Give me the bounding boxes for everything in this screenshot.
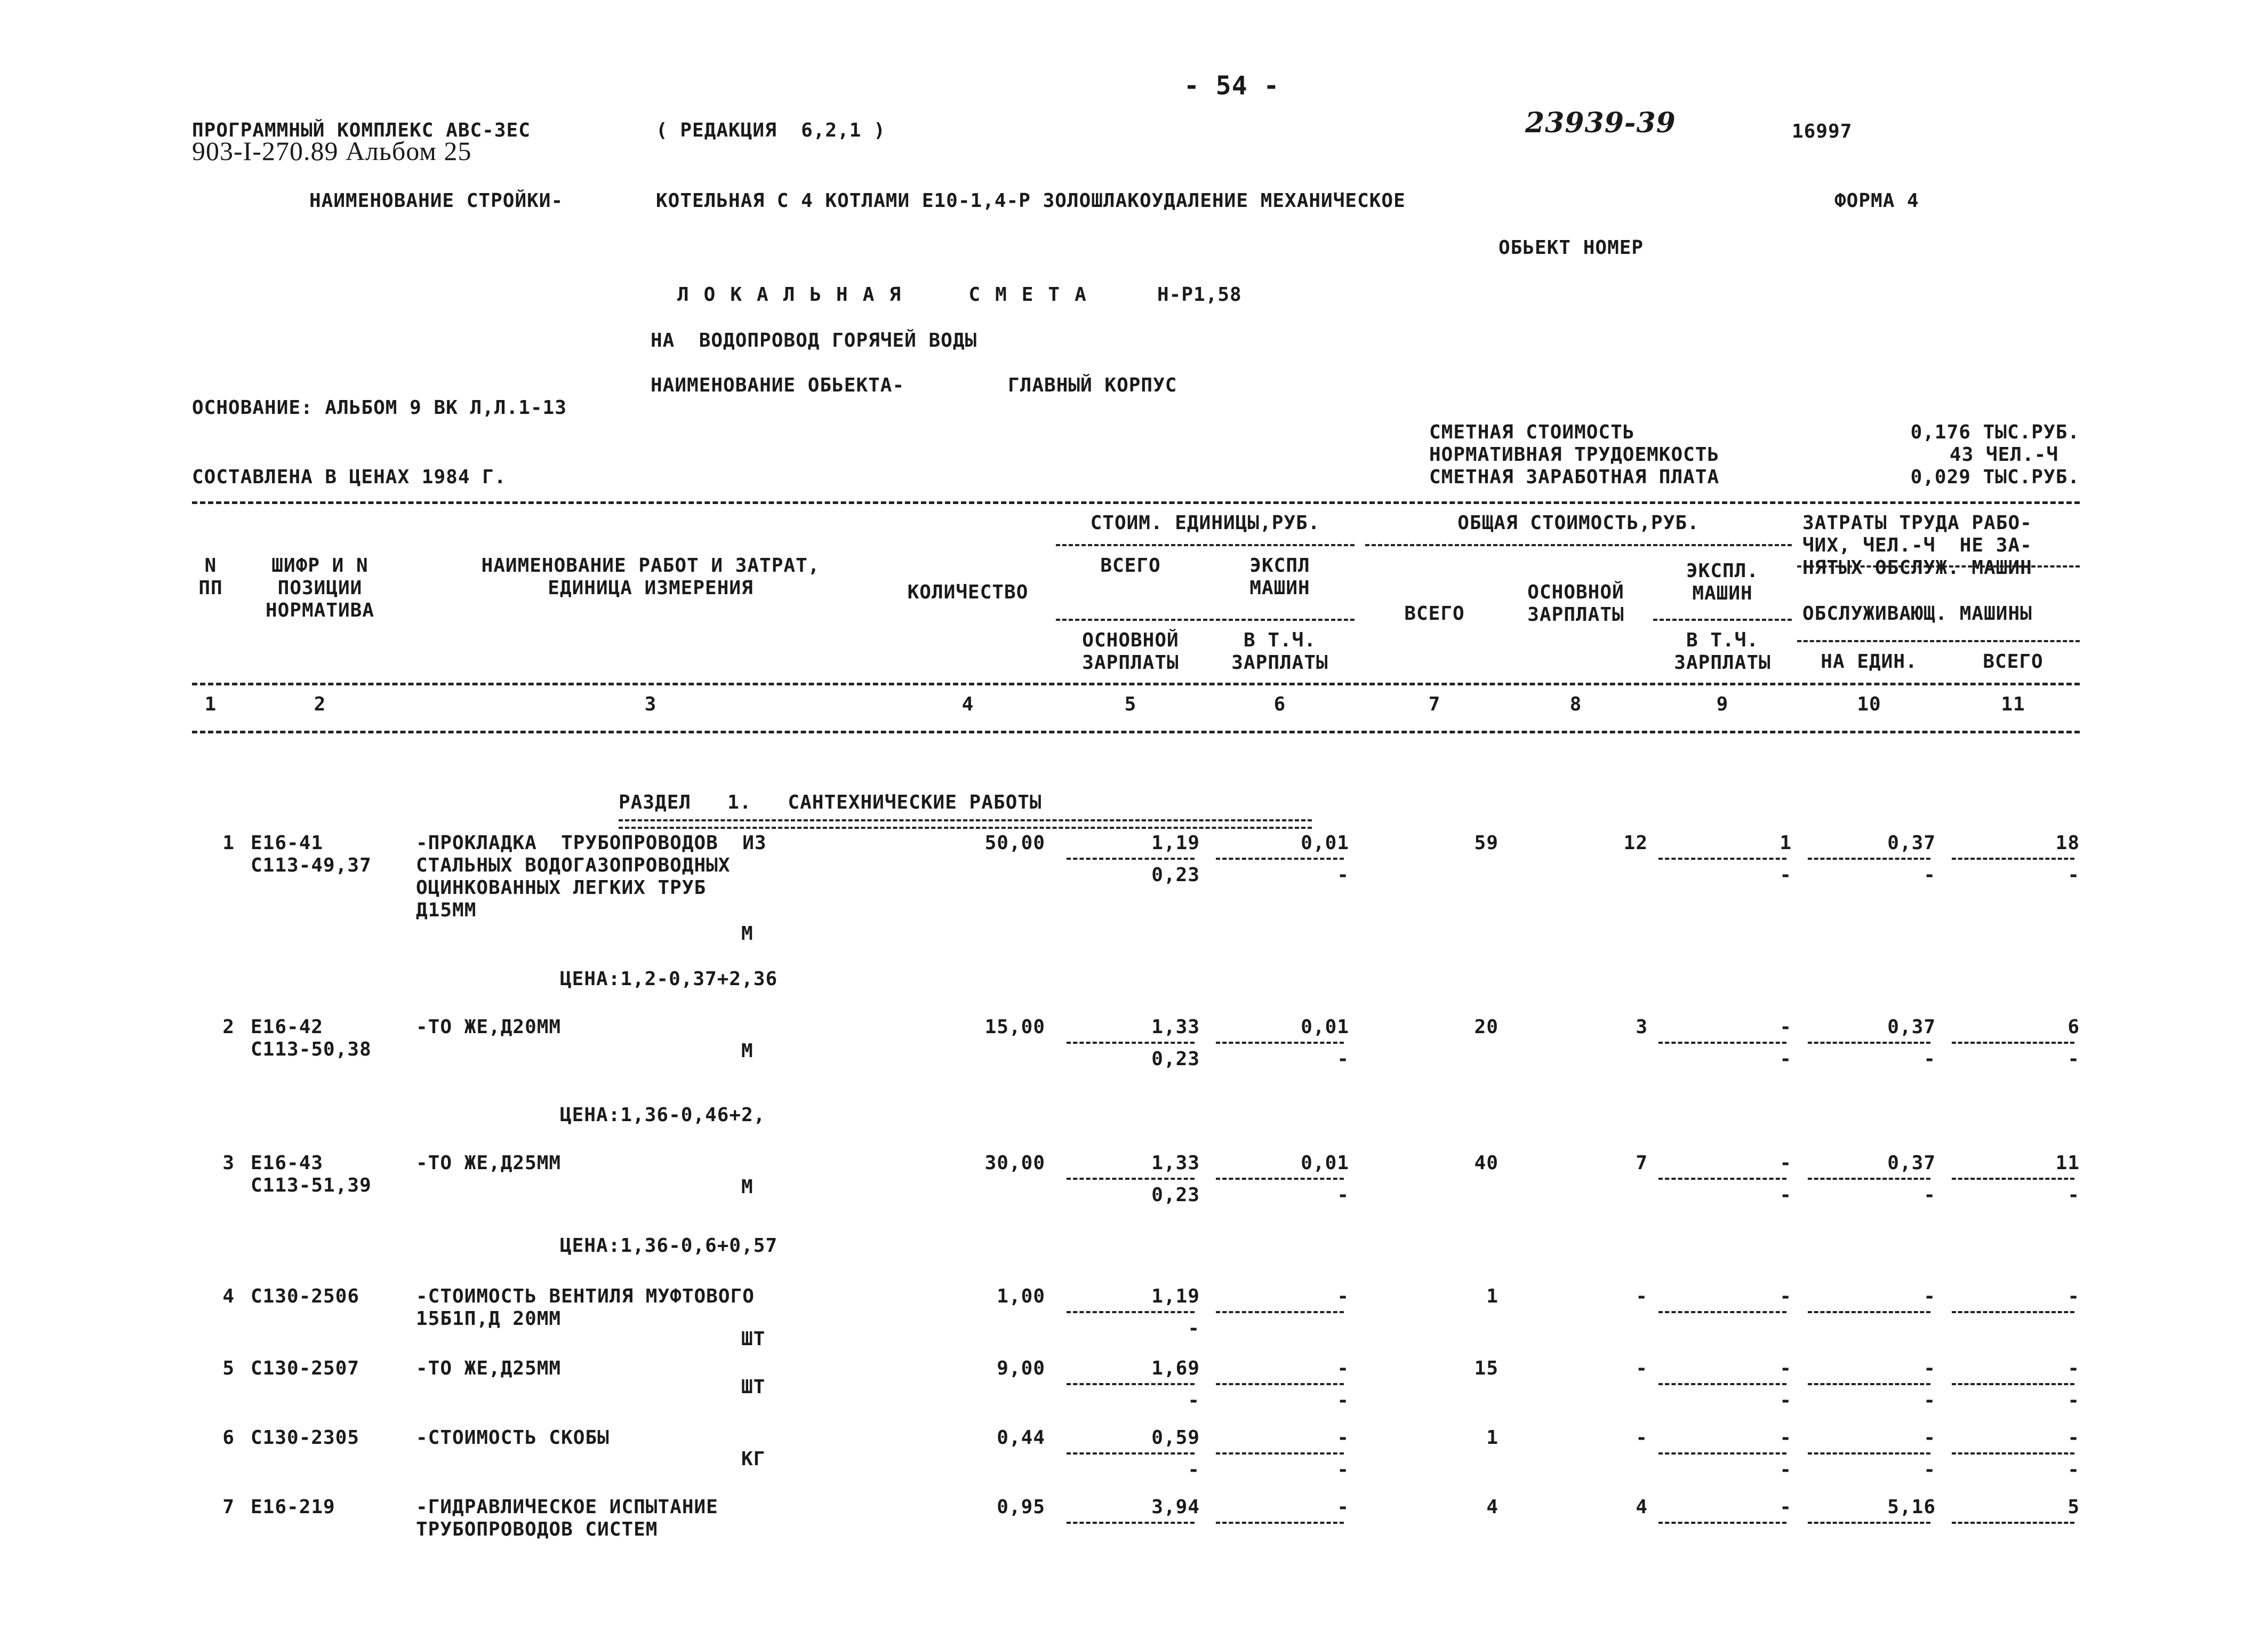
col-header-total-cost: ОБЩАЯ СТОИМОСТЬ,РУБ. [1457, 512, 1700, 534]
row-code: С130-2506 [251, 1285, 360, 1307]
row-c11b: - [2067, 1389, 2080, 1411]
row-c9-rule [1658, 1452, 1786, 1455]
row-c6: - [1337, 1496, 1349, 1518]
estimate-subject: НА ВОДОПРОВОД ГОРЯЧЕЙ ВОДЫ [651, 330, 977, 351]
row-c9-rule [1658, 858, 1786, 860]
row-c8: 3 [1636, 1016, 1648, 1038]
row-c9b: - [1780, 1184, 1792, 1206]
row-c6-rule [1216, 1452, 1344, 1455]
row-c10-rule [1808, 1522, 1930, 1524]
col-header-unit-cost: СТОИМ. ЕДИНИЦЫ,РУБ. [1090, 512, 1320, 534]
column-number-10: 10 [1857, 693, 1881, 715]
row-c6-rule [1216, 1311, 1344, 1313]
row-c7: 40 [1474, 1152, 1498, 1174]
row-c5b: 0,23 [1151, 864, 1200, 886]
row-c10b: - [1924, 1389, 1936, 1411]
row-qty: 9,00 [997, 1357, 1045, 1379]
header-bottom-rule [192, 683, 2080, 685]
row-unit: КГ [741, 1448, 766, 1470]
row-number: 7 [222, 1496, 235, 1518]
row-number: 4 [222, 1285, 235, 1307]
header-rule-labor-2 [1797, 640, 2080, 642]
row-qty: 0,95 [997, 1496, 1045, 1518]
row-name: -ТО ЖЕ,Д25ММ [416, 1357, 562, 1379]
row-c6: 0,01 [1301, 832, 1349, 854]
row-c10: 0,37 [1887, 832, 1936, 854]
col-header-total: ВСЕГО [1404, 603, 1465, 625]
row-price-formula: ЦЕНА:1,36-0,6+0,57 [560, 1235, 778, 1257]
row-c7: 20 [1474, 1016, 1498, 1038]
row-unit: М [741, 923, 754, 945]
summary-value-wage: 0,029 ТЫС.РУБ. [1910, 466, 2080, 488]
col-header-total-machines: ЭКСПЛ. МАШИН [1686, 560, 1759, 604]
row-name: -СТОИМОСТЬ СКОБЫ [416, 1427, 610, 1449]
row-name: -ТО ЖЕ,Д25ММ [416, 1152, 562, 1174]
col-header-unit-machines: ЭКСПЛ МАШИН [1249, 555, 1310, 599]
section-underline [619, 819, 1312, 829]
column-number-8: 8 [1569, 693, 1582, 715]
handwritten-number: 23939-39 [1525, 107, 1676, 139]
row-c6: - [1337, 1285, 1349, 1307]
row-c11-rule [1952, 1178, 2074, 1180]
row-c5-rule [1067, 1452, 1195, 1455]
row-c10-rule [1808, 1042, 1930, 1044]
page-number: - 54 - [1184, 71, 1280, 101]
row-c11b: - [2067, 1048, 2080, 1070]
row-c11: - [2067, 1427, 2080, 1449]
form-label: ФОРМА 4 [1834, 190, 1919, 212]
col-header-quantity: КОЛИЧЕСТВО [907, 581, 1029, 603]
col-header-name: НАИМЕНОВАНИЕ РАБОТ И ЗАТРАТ, ЕДИНИЦА ИЗМЕРЕНИЯ [481, 555, 820, 599]
row-c6-rule [1216, 1522, 1344, 1524]
row-c7: 1 [1486, 1427, 1498, 1449]
summary-label-labor: НОРМАТИВНАЯ ТРУДОЕМКОСТЬ [1429, 444, 1720, 466]
row-price-formula: ЦЕНА:1,2-0,37+2,36 [560, 968, 778, 990]
row-c5: 1,19 [1151, 1285, 1200, 1307]
row-c5-rule [1067, 1178, 1195, 1180]
column-number-11: 11 [2001, 693, 2025, 715]
row-unit: ШТ [741, 1328, 766, 1350]
row-c9b: - [1780, 864, 1792, 886]
row-c9b: - [1780, 1459, 1792, 1481]
col-header-unit-machine-wage: В Т.Ч. ЗАРПЛАТЫ [1231, 629, 1328, 674]
col-header-labor: ЗАТРАТЫ ТРУДА РАБО- ЧИХ, ЧЕЛ.-Ч НЕ ЗА- НЯТЫХ ОБСЛУЖ. МАШИН [1802, 512, 2032, 579]
col-header-n: N ПП [198, 555, 223, 599]
row-c6-rule [1216, 858, 1344, 860]
row-c5b: 0,23 [1151, 1048, 1200, 1070]
row-code: Е16-43 С113-51,39 [251, 1152, 372, 1196]
column-number-7: 7 [1428, 693, 1441, 715]
col-header-labor-total: ВСЕГО [1983, 651, 2043, 673]
row-c10b: - [1924, 1048, 1936, 1070]
row-c9: - [1780, 1427, 1792, 1449]
row-c8: - [1636, 1357, 1648, 1379]
row-c10: 0,37 [1887, 1152, 1936, 1174]
row-c10b: - [1924, 864, 1936, 886]
row-c10-rule [1808, 1311, 1930, 1313]
col-header-labor-machines: ОБСЛУЖИВАЮЩ. МАШИНЫ [1802, 603, 2032, 625]
row-c10: - [1924, 1357, 1936, 1379]
row-c11: 18 [2055, 832, 2080, 854]
row-c6-rule [1216, 1042, 1344, 1044]
row-c5-rule [1067, 1522, 1195, 1524]
row-qty: 0,44 [997, 1427, 1045, 1449]
column-number-4: 4 [961, 693, 974, 715]
summary-value-cost: 0,176 ТЫС.РУБ. [1910, 421, 2080, 443]
row-c9-rule [1658, 1178, 1786, 1180]
row-c11-rule [1952, 858, 2074, 860]
estimate-basis: ОСНОВАНИЕ: АЛЬБОМ 9 ВК Л,Л.1-13 [192, 397, 567, 419]
row-c5: 1,69 [1151, 1357, 1200, 1379]
row-c9-rule [1658, 1311, 1786, 1313]
row-c5b: - [1188, 1317, 1200, 1339]
row-number: 2 [222, 1016, 235, 1038]
row-unit: ШТ [741, 1376, 766, 1398]
row-c10: 5,16 [1887, 1496, 1936, 1518]
row-c6b: - [1337, 1184, 1349, 1206]
row-c10b: - [1924, 1184, 1936, 1206]
row-c9: - [1780, 1285, 1792, 1307]
row-c10: 0,37 [1887, 1016, 1936, 1038]
row-c11-rule [1952, 1042, 2074, 1044]
row-c6b: - [1337, 1389, 1349, 1411]
row-c6-rule [1216, 1383, 1344, 1385]
row-c8: 7 [1636, 1152, 1648, 1174]
row-c5-rule [1067, 1311, 1195, 1313]
col-header-code: ШИФР И N ПОЗИЦИИ НОРМАТИВА [265, 555, 375, 621]
construction-label: НАИМЕНОВАНИЕ СТРОЙКИ- [309, 190, 564, 212]
row-c8: 4 [1636, 1496, 1648, 1518]
row-c11b: - [2067, 1459, 2080, 1481]
row-c5-rule [1067, 1383, 1195, 1385]
row-c5-rule [1067, 858, 1195, 860]
row-c9b: - [1780, 1048, 1792, 1070]
row-c8: - [1636, 1427, 1648, 1449]
row-code: С130-2305 [251, 1427, 360, 1449]
program-title: ПРОГРАММНЫЙ КОМПЛЕКС АВС-3ЕС [192, 119, 531, 141]
column-number-3: 3 [644, 693, 657, 715]
row-c9: - [1780, 1357, 1792, 1379]
row-c9: - [1780, 1016, 1792, 1038]
row-c10-rule [1808, 1383, 1930, 1385]
row-c9-rule [1658, 1042, 1786, 1044]
row-c9-rule [1658, 1383, 1786, 1385]
column-number-1: 1 [204, 693, 217, 715]
column-number-2: 2 [314, 693, 326, 715]
row-c11: - [2067, 1285, 2080, 1307]
row-c5b: 0,23 [1151, 1184, 1200, 1206]
row-c5: 1,33 [1151, 1016, 1200, 1038]
construction-name: КОТЕЛЬНАЯ С 4 КОТЛАМИ Е10-1,4-Р ЗОЛОШЛАКОУДАЛЕНИЕ МЕХАНИЧЕСКОЕ [656, 190, 1406, 212]
row-c10-rule [1808, 1178, 1930, 1180]
section-title: РАЗДЕЛ 1. САНТЕХНИЧЕСКИЕ РАБОТЫ [619, 792, 1042, 813]
row-c11b: - [2067, 864, 2080, 886]
column-number-6: 6 [1273, 693, 1286, 715]
column-number-5: 5 [1124, 693, 1137, 715]
row-c5b: - [1188, 1459, 1200, 1481]
document-code: 16997 [1792, 121, 1853, 142]
object-name: ГЛАВНЫЙ КОРПУС [1008, 374, 1177, 396]
row-c5: 1,33 [1151, 1152, 1200, 1174]
row-c11-rule [1952, 1522, 2074, 1524]
header-rule-total-cost [1365, 544, 1792, 546]
row-c5: 0,59 [1151, 1427, 1200, 1449]
header-rule-machines [1653, 619, 1792, 621]
row-c6-rule [1216, 1178, 1344, 1180]
row-qty: 30,00 [984, 1152, 1045, 1174]
row-c7: 4 [1486, 1496, 1498, 1518]
row-name: -ПРОКЛАДКА ТРУБОПРОВОДОВ ИЗ СТАЛЬНЫХ ВОДОГАЗОПРОВОДНЫХ ОЦИНКОВАННЫХ ЛЕГКИХ ТРУБ Д15ММ [416, 832, 767, 921]
row-qty: 1,00 [997, 1285, 1045, 1307]
row-c11: 11 [2055, 1152, 2080, 1174]
row-c11b: - [2067, 1184, 2080, 1206]
summary-label-wage: СМЕТНАЯ ЗАРАБОТНАЯ ПЛАТА [1429, 466, 1720, 488]
row-c11-rule [1952, 1383, 2074, 1385]
row-c11: 5 [2067, 1496, 2080, 1518]
row-c10b: - [1924, 1459, 1936, 1481]
col-header-labor-unit: НА ЕДИН. [1821, 651, 1918, 673]
row-c6b: - [1337, 1459, 1349, 1481]
row-c11-rule [1952, 1452, 2074, 1455]
column-number-9: 9 [1716, 693, 1729, 715]
row-c11: - [2067, 1357, 2080, 1379]
row-c8: - [1636, 1285, 1648, 1307]
row-c10-rule [1808, 858, 1930, 860]
row-c9: - [1780, 1496, 1792, 1518]
col-header-total-wage: ОСНОВНОЙ ЗАРПЛАТЫ [1527, 581, 1624, 626]
row-c11-rule [1952, 1311, 2074, 1313]
number-row-rule [192, 731, 2080, 733]
header-rule-unit-cost [1056, 544, 1355, 546]
row-c8: 12 [1623, 832, 1648, 854]
col-header-unit-total: ВСЕГО [1100, 555, 1161, 577]
row-c5: 1,19 [1151, 832, 1200, 854]
row-c10-rule [1808, 1452, 1930, 1455]
row-c5b: - [1188, 1389, 1200, 1411]
album-reference: 903-I-270.89 Альбом 25 [192, 136, 472, 166]
object-number-label: ОБЬЕКТ НОМЕР [1498, 237, 1644, 259]
row-number: 1 [222, 832, 235, 854]
summary-value-labor: 43 ЧЕЛ.-Ч [1949, 444, 2058, 466]
col-header-unit-wage: ОСНОВНОЙ ЗАРПЛАТЫ [1082, 629, 1179, 674]
row-c6b: - [1337, 864, 1349, 886]
row-c9: 1 [1780, 832, 1792, 854]
row-name: -ТО ЖЕ,Д20ММ [416, 1016, 562, 1038]
row-c5: 3,94 [1151, 1496, 1200, 1518]
row-c6b: - [1337, 1048, 1349, 1070]
col-header-total-machine-wage: В Т.Ч. ЗАРПЛАТЫ [1674, 629, 1771, 674]
table-top-rule [192, 501, 2080, 504]
row-c10: - [1924, 1427, 1936, 1449]
row-qty: 50,00 [984, 832, 1045, 854]
row-qty: 15,00 [984, 1016, 1045, 1038]
row-c10: - [1924, 1285, 1936, 1307]
estimate-prices: СОСТАВЛЕНА В ЦЕНАХ 1984 Г. [192, 466, 507, 488]
edition: ( РЕДАКЦИЯ 6,2,1 ) [656, 119, 886, 141]
row-code: Е16-41 С113-49,37 [251, 832, 372, 876]
row-c9: - [1780, 1152, 1792, 1174]
row-c11: 6 [2067, 1016, 2080, 1038]
row-name: -ГИДРАВЛИЧЕСКОЕ ИСПЫТАНИЕ ТРУБОПРОВОДОВ СИСТЕМ [416, 1496, 718, 1540]
row-c9-rule [1658, 1522, 1786, 1524]
estimate-code: Н-Р1,58 [1157, 284, 1242, 306]
row-code: С130-2507 [251, 1357, 360, 1379]
summary-label-cost: СМЕТНАЯ СТОИМОСТЬ [1429, 421, 1635, 443]
header-rule-unit-cost-2 [1056, 619, 1355, 621]
row-c6: 0,01 [1301, 1152, 1349, 1174]
row-unit: М [741, 1040, 754, 1062]
row-c9b: - [1780, 1389, 1792, 1411]
estimate-title: ЛОКАЛЬНАЯ СМЕТА [677, 284, 1101, 306]
object-name-label: НАИМЕНОВАНИЕ ОБЬЕКТА- [651, 374, 905, 396]
row-c6: - [1337, 1357, 1349, 1379]
row-code: Е16-219 [251, 1496, 335, 1518]
row-c7: 59 [1474, 832, 1498, 854]
row-number: 6 [222, 1427, 235, 1449]
row-price-formula: ЦЕНА:1,36-0,46+2, [560, 1104, 766, 1126]
row-c6: - [1337, 1427, 1349, 1449]
row-c7: 1 [1486, 1285, 1498, 1307]
row-name: -СТОИМОСТЬ ВЕНТИЛЯ МУФТОВОГО 15Б1П,Д 20ММ [416, 1285, 755, 1330]
row-c5-rule [1067, 1042, 1195, 1044]
row-code: Е16-42 С113-50,38 [251, 1016, 372, 1060]
row-number: 3 [222, 1152, 235, 1174]
row-c6: 0,01 [1301, 1016, 1349, 1038]
row-c7: 15 [1474, 1357, 1498, 1379]
row-number: 5 [222, 1357, 235, 1379]
row-unit: М [741, 1176, 754, 1198]
